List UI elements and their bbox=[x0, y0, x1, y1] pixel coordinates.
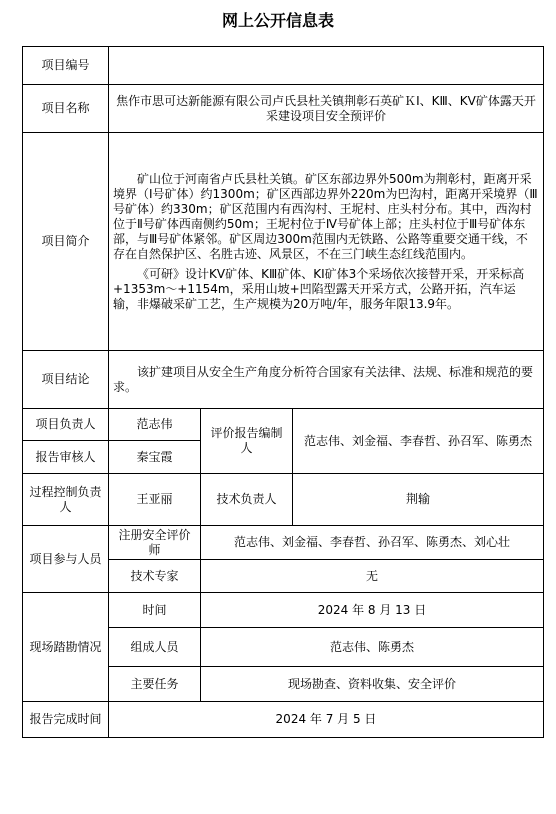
table-row bbox=[23, 526, 544, 560]
tech-expert-label: 技术专家 bbox=[109, 560, 201, 593]
table-row bbox=[23, 409, 544, 441]
tech-leader-value: 荆输 bbox=[293, 474, 544, 526]
project-name-label: 项目名称 bbox=[23, 85, 109, 133]
project-intro-paragraph-2: 《可研》设计KⅤ矿体、KⅢ矿体、KⅠ矿体3个采场依次接替开采，开采标高+1353m～+1154m，采用山坡+凹陷型露天开采方式，公路开拓，汽车运输，非爆破采矿工艺，生产规模为20万吨/年，服务年限13.9年。 bbox=[113, 266, 525, 311]
site-survey-label: 现场踏勘情况 bbox=[23, 593, 109, 702]
registered-assessor-label: 注册安全评价师 bbox=[109, 526, 201, 560]
table-row bbox=[23, 702, 544, 738]
conclusion-value bbox=[109, 351, 544, 409]
registered-assessor-value: 范志伟、刘金福、李春哲、孙召军、陈勇杰、刘心壮 bbox=[201, 526, 544, 560]
editors-value: 范志伟、刘金福、李春哲、孙召军、陈勇杰 bbox=[293, 409, 544, 474]
page-title: 网上公开信息表 bbox=[221, 11, 334, 30]
table-row bbox=[23, 133, 544, 351]
project-no-label: 项目编号 bbox=[23, 47, 109, 85]
reviewer-value: 秦宝霞 bbox=[109, 441, 201, 474]
process-control-label: 过程控制负责人 bbox=[23, 474, 109, 526]
conclusion-label: 项目结论 bbox=[23, 351, 109, 409]
info-table bbox=[22, 46, 544, 738]
leader-value: 范志伟 bbox=[109, 409, 201, 441]
reviewer-label: 报告审核人 bbox=[23, 441, 109, 474]
table-row bbox=[23, 47, 544, 85]
survey-time-value: 2024 年 8 月 13 日 bbox=[201, 593, 544, 628]
project-no-value bbox=[109, 47, 544, 85]
table-row bbox=[23, 474, 544, 526]
table-row bbox=[23, 85, 544, 133]
editors-label: 评价报告编制人 bbox=[201, 409, 293, 474]
leader-label: 项目负责人 bbox=[23, 409, 109, 441]
survey-members-value: 范志伟、陈勇杰 bbox=[201, 628, 544, 667]
tech-expert-value: 无 bbox=[201, 560, 544, 593]
table-row bbox=[23, 593, 544, 628]
completion-value: 2024 年 7 月 5 日 bbox=[109, 702, 544, 738]
table-row bbox=[23, 351, 544, 409]
completion-label: 报告完成时间 bbox=[23, 702, 109, 738]
tech-leader-label: 技术负责人 bbox=[201, 474, 293, 526]
survey-tasks-value: 现场勘查、资料收集、安全评价 bbox=[201, 667, 544, 702]
survey-time-label: 时间 bbox=[109, 593, 201, 628]
project-name-value: 焦作市思可达新能源有限公司卢氏县杜关镇荆彰石英矿ＫⅠ、KⅢ、KⅤ矿体露天开采建设项目安全预评价 bbox=[109, 85, 544, 133]
survey-tasks-label: 主要任务 bbox=[109, 667, 201, 702]
survey-members-label: 组成人员 bbox=[109, 628, 201, 667]
conclusion-text: 该扩建项目从安全生产角度分析符合国家有关法律、法规、标准和规范的要求。 bbox=[113, 364, 534, 394]
participants-label: 项目参与人员 bbox=[23, 526, 109, 593]
project-intro-value bbox=[109, 133, 544, 351]
project-intro-label: 项目简介 bbox=[23, 133, 109, 351]
process-control-value: 王亚丽 bbox=[109, 474, 201, 526]
project-intro-paragraph-1: 矿山位于河南省卢氏县杜关镇。矿区东部边界外500m为荆彰村，距离开采境界（Ⅰ号矿体）约1300m；矿区西部边界外220m为巴沟村，距离开采境界（Ⅲ号矿体）约330m；矿区范围内有西沟村、王坭村、庄头村分布。其中，西沟村位于Ⅱ号矿体西南侧约50m；王坭村位于Ⅳ号矿体上部；庄头村位于Ⅲ号矿体东部，与Ⅲ号矿体紧邻。矿区周边300m范围内无铁路、公路等重要交通干线，不存在自然保护区、名胜古迹、风景区，不在三门峡生态红线范围内。 bbox=[113, 171, 538, 261]
